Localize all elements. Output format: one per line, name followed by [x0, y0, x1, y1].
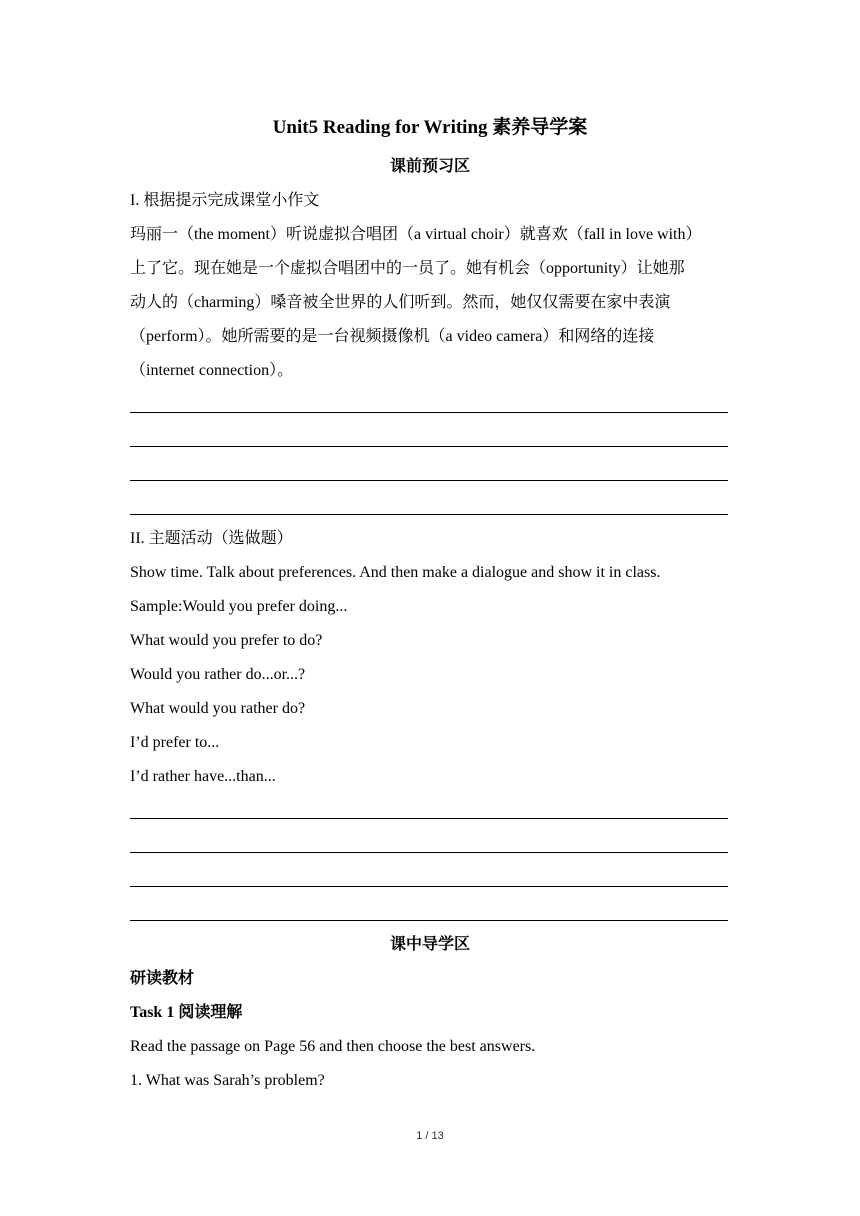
study-heading: 研读教材 — [130, 970, 195, 987]
part2-text-line: What would you prefer to do? — [130, 632, 323, 649]
part1-text-line: 动人的（charming）嗓音被全世界的人们听到。然而，她仅仅需要在家中表演 — [130, 294, 671, 311]
answer-blank-line[interactable] — [130, 886, 728, 887]
part2-text-line: Would you rather do...or...? — [130, 666, 306, 683]
answer-blank-line[interactable] — [130, 446, 728, 447]
task1-instruction: Read the passage on Page 56 and then choose the best answers. — [130, 1038, 536, 1055]
answer-blank-line[interactable] — [130, 852, 728, 853]
part2-text-line: What would you rather do? — [130, 700, 306, 717]
part2-text-line: Sample:Would you prefer doing... — [130, 598, 348, 615]
part2-text-line: Show time. Talk about preferences. And then make a dialogue and show it in class. — [130, 564, 661, 581]
section-heading-inclass: 课中导学区 — [389, 936, 470, 953]
page-number: 1 / 13 — [416, 1130, 444, 1142]
part1-text-line: 上了它。现在她是一个虚拟合唱团中的一员了。她有机会（opportunity）让她那 — [130, 260, 685, 277]
part2-text-line: I’d rather have...than... — [130, 768, 276, 785]
part1-text-line: （internet connection）。 — [130, 362, 294, 379]
part1-text-line: （perform）。她所需要的是一台视频摄像机（a video camera）和网络的连接 — [130, 328, 655, 345]
part1-heading: I. 根据提示完成课堂小作文 — [130, 192, 320, 209]
part2-text-line: I’d prefer to... — [130, 734, 220, 751]
part2-heading: II. 主题活动（选做题） — [130, 530, 293, 547]
part1-text-line: 玛丽一（the moment）听说虚拟合唱团（a virtual choir）就喜欢（fall in love with） — [130, 226, 702, 243]
answer-blank-line[interactable] — [130, 412, 728, 413]
section-heading-preview: 课前预习区 — [389, 158, 470, 175]
answer-blank-line[interactable] — [130, 514, 728, 515]
document-title: Unit5 Reading for Writing 素养导学案 — [272, 117, 588, 138]
task1-heading: Task 1 阅读理解 — [130, 1004, 243, 1021]
answer-blank-line[interactable] — [130, 920, 728, 921]
question-1: 1. What was Sarah’s problem? — [130, 1072, 325, 1089]
answer-blank-line[interactable] — [130, 818, 728, 819]
answer-blank-line[interactable] — [130, 480, 728, 481]
